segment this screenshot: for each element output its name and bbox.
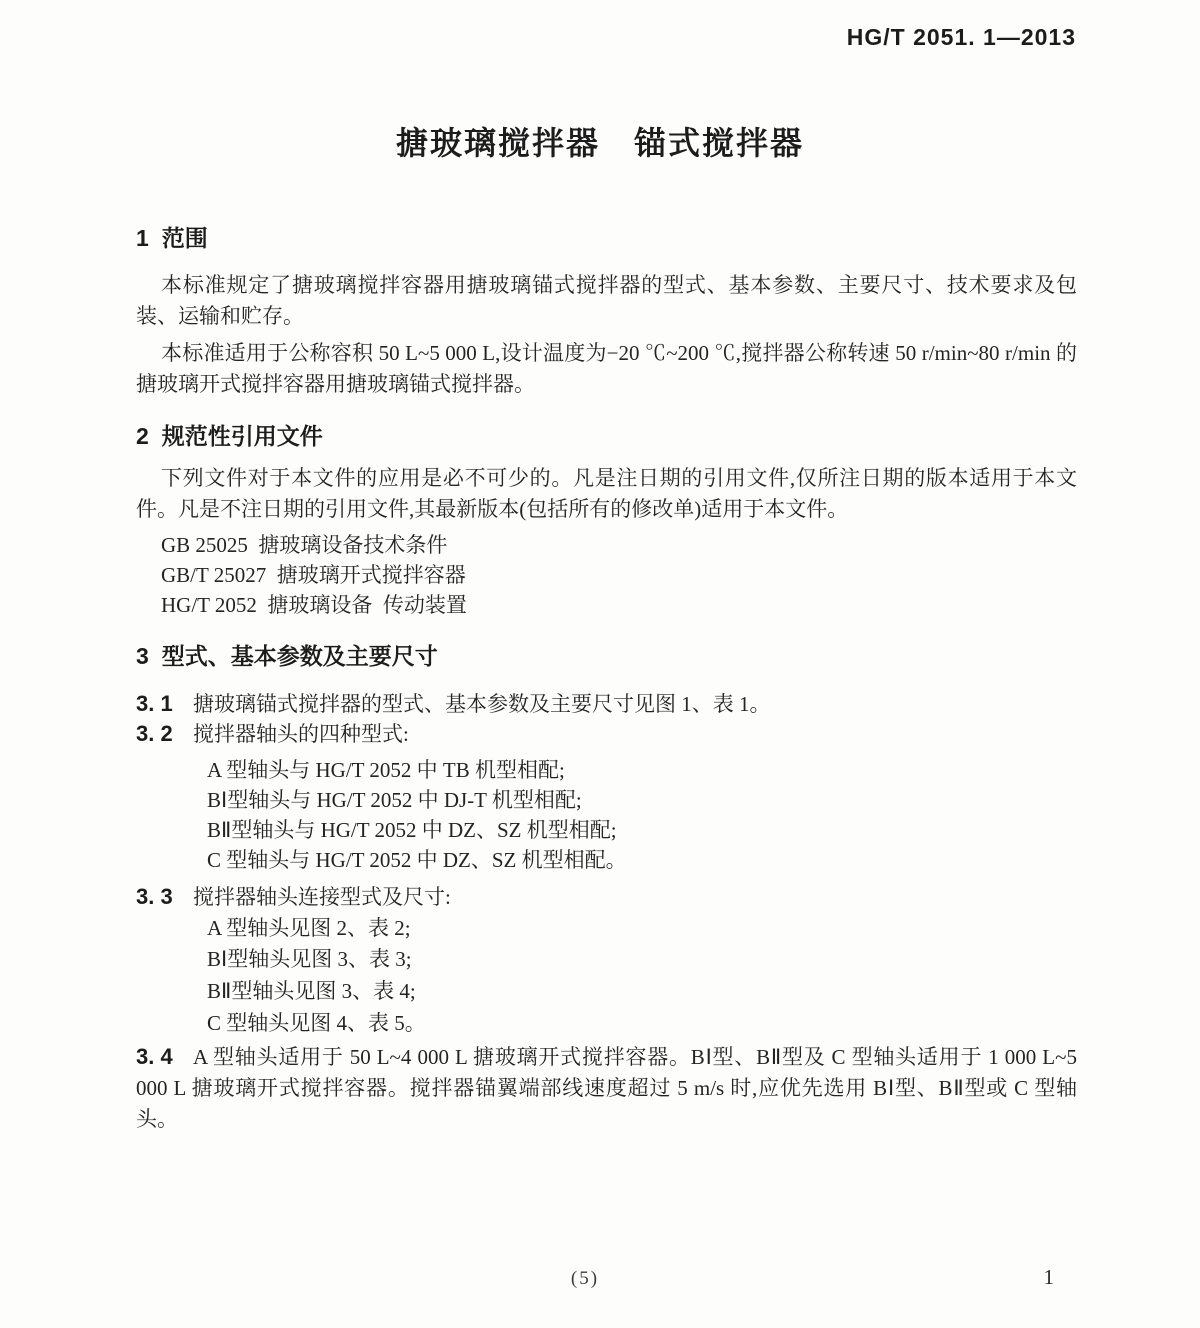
shaft-dim-item-b2: BⅡ型轴头见图 3、表 4; <box>207 979 416 1003</box>
clause-3-1 <box>136 688 1077 720</box>
clause-3-1-number: 3. 1 <box>136 691 173 716</box>
reference-gb-25025: GB 25025 搪玻璃设备技术条件 <box>161 533 448 557</box>
shaft-type-item-b2: BⅡ型轴头与 HG/T 2052 中 DZ、SZ 机型相配; <box>207 818 617 842</box>
shaft-dim-item-a: A 型轴头见图 2、表 2; <box>207 916 411 940</box>
reference-gbt-25027: GB/T 25027 搪玻璃开式搅拌容器 <box>161 563 466 587</box>
section-1-number: 1 <box>136 225 149 251</box>
clause-3-3 <box>136 881 1077 913</box>
section-1-heading <box>136 220 208 253</box>
shaft-type-item-a: A 型轴头与 HG/T 2052 中 TB 机型相配; <box>207 758 565 782</box>
scope-paragraph-1: 本标准规定了搪玻璃搅拌容器用搪玻璃锚式搅拌器的型式、基本参数、主要尺寸、技术要求及包装、运输和贮存。 <box>136 273 1077 328</box>
shaft-type-item-b1: BⅠ型轴头与 HG/T 2052 中 DJ-T 机型相配; <box>207 788 582 812</box>
standard-code: HG/T 2051. 1—2013 <box>846 24 1076 50</box>
section-2-number: 2 <box>136 423 149 449</box>
section-3-number: 3 <box>136 643 149 669</box>
section-1-title: 范围 <box>161 225 208 251</box>
clause-3-2-text: 搅拌器轴头的四种型式: <box>193 722 409 746</box>
page-number: 1 <box>1043 1265 1054 1289</box>
shaft-dim-item-b1: BⅠ型轴头见图 3、表 3; <box>207 947 412 971</box>
clause-3-3-text: 搅拌器轴头连接型式及尺寸: <box>193 885 451 909</box>
shaft-type-item-c: C 型轴头与 HG/T 2052 中 DZ、SZ 机型相配。 <box>207 848 627 872</box>
clause-3-2 <box>136 718 1077 750</box>
clause-3-1-text: 搪玻璃锚式搅拌器的型式、基本参数及主要尺寸见图 1、表 1。 <box>193 692 771 716</box>
shaft-dim-item-c: C 型轴头见图 4、表 5。 <box>207 1011 426 1035</box>
clause-3-4-text: A 型轴头适用于 50 L~4 000 L 搪玻璃开式搅拌容器。BⅠ型、BⅡ型及 C 型轴头适用于 1 000 L~5 000 L 搪玻璃开式搅拌容器。搅拌器锚翼端部线速度超过 5 m/s 时,应优先选用 BⅠ型、BⅡ型或 C 型轴头。 <box>136 1045 1077 1131</box>
section-2-title: 规范性引用文件 <box>161 423 323 449</box>
document-title: 搪玻璃搅拌器 锚式搅拌器 <box>395 125 804 161</box>
clause-3-2-number: 3. 2 <box>136 721 173 746</box>
clause-3-4 <box>136 1041 1077 1135</box>
section-2-heading <box>136 418 323 451</box>
section-3-title: 型式、基本参数及主要尺寸 <box>161 643 438 669</box>
normative-refs-paragraph: 下列文件对于本文件的应用是必不可少的。凡是注日期的引用文件,仅所注日期的版本适用于本文件。凡是不注日期的引用文件,其最新版本(包括所有的修改单)适用于本文件。 <box>136 466 1077 521</box>
clause-3-4-number: 3. 4 <box>136 1044 173 1069</box>
reference-hgt-2052: HG/T 2052 搪玻璃设备 传动装置 <box>161 593 467 617</box>
scope-paragraph-2: 本标准适用于公称容积 50 L~5 000 L,设计温度为−20 ℃~200 ℃,搅拌器公称转速 50 r/min~80 r/min 的搪玻璃开式搅拌容器用搪玻璃锚式搅拌器。 <box>136 341 1077 396</box>
clause-3-3-number: 3. 3 <box>136 884 173 909</box>
section-3-heading <box>136 638 438 671</box>
footer-note: (5) <box>570 1268 600 1289</box>
